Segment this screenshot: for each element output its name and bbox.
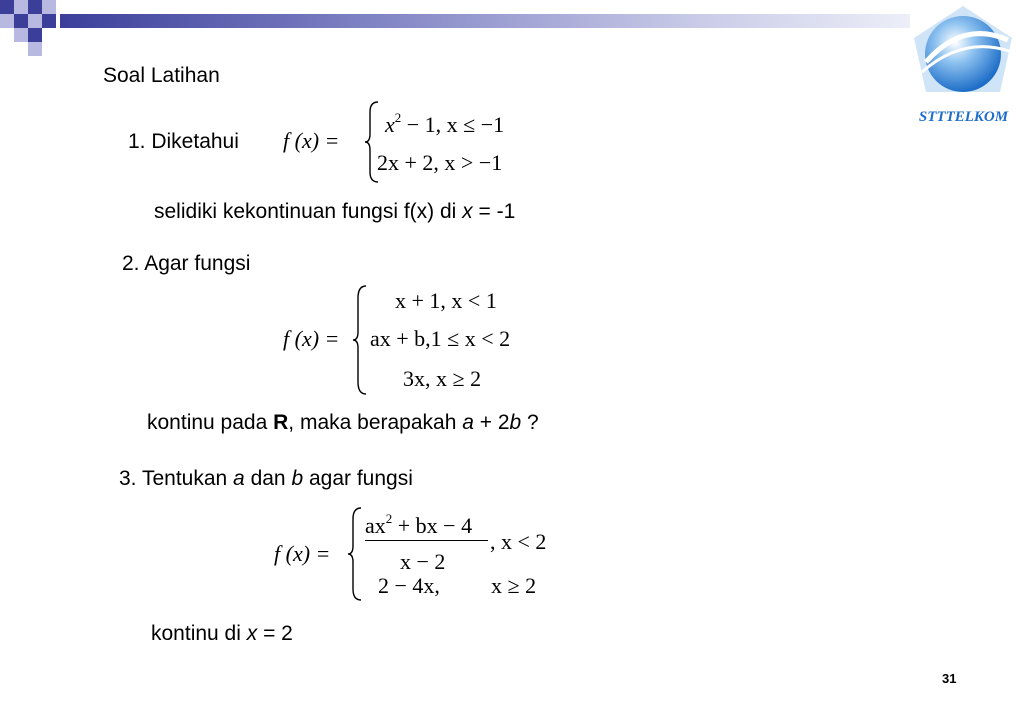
header-gradient-bar (60, 14, 910, 28)
globe-icon (904, 0, 1023, 110)
deco-square (28, 14, 42, 28)
page-number: 31 (942, 671, 957, 686)
q2-left-brace (352, 284, 368, 396)
deco-square (14, 0, 28, 14)
q2-instruction: kontinu pada R, maka berapakah a + 2b ? (147, 411, 539, 434)
q1-fx: f (x) = (283, 128, 340, 153)
q2-fx: f (x) = (283, 326, 340, 351)
deco-square (14, 14, 28, 28)
q2-label: 2. Agar fungsi (122, 252, 251, 275)
q3-numerator: $ax^2$ + bx − 4 (365, 511, 473, 538)
q1-label: 1. Diketahui (128, 130, 239, 153)
slide-title: Soal Latihan (103, 64, 220, 87)
deco-square (14, 28, 28, 42)
deco-square (42, 0, 56, 14)
q3-condition-2: x ≥ 2 (491, 573, 537, 598)
deco-square (28, 42, 42, 56)
q2-case-3: 3x, x ≥ 2 (403, 366, 482, 391)
q3-label: 3. Tentukan a dan b agar fungsi (119, 467, 413, 490)
q3-fraction-bar (365, 540, 488, 541)
q2-case-2: ax + b,1 ≤ x < 2 (370, 326, 511, 351)
q3-condition-1: , x < 2 (490, 529, 547, 554)
sttelkom-logo (904, 0, 1023, 132)
q3-instruction: kontinu di x = 2 (151, 622, 293, 645)
logo-text: STTTELKOM (918, 109, 1009, 125)
q3-fx: f (x) = (274, 541, 331, 566)
deco-square (28, 28, 42, 42)
q3-denominator: x − 2 (400, 549, 446, 574)
q1-case-2: 2x + 2, x > −1 (377, 150, 503, 175)
q1-function-name (283, 128, 339, 154)
q1-instruction: selidiki kekontinuan fungsi f(x) di x = -1 (154, 200, 516, 223)
q1-case-1: $x^2 - 1$, x ≤ −1 (385, 110, 505, 137)
q2-case-1: x + 1, x < 1 (395, 288, 497, 313)
deco-square (0, 14, 14, 28)
deco-square (0, 0, 14, 14)
q3-case-2: 2 − 4x, (378, 573, 440, 598)
deco-square (28, 0, 42, 14)
q3-left-brace (347, 506, 363, 602)
deco-square (42, 14, 56, 28)
